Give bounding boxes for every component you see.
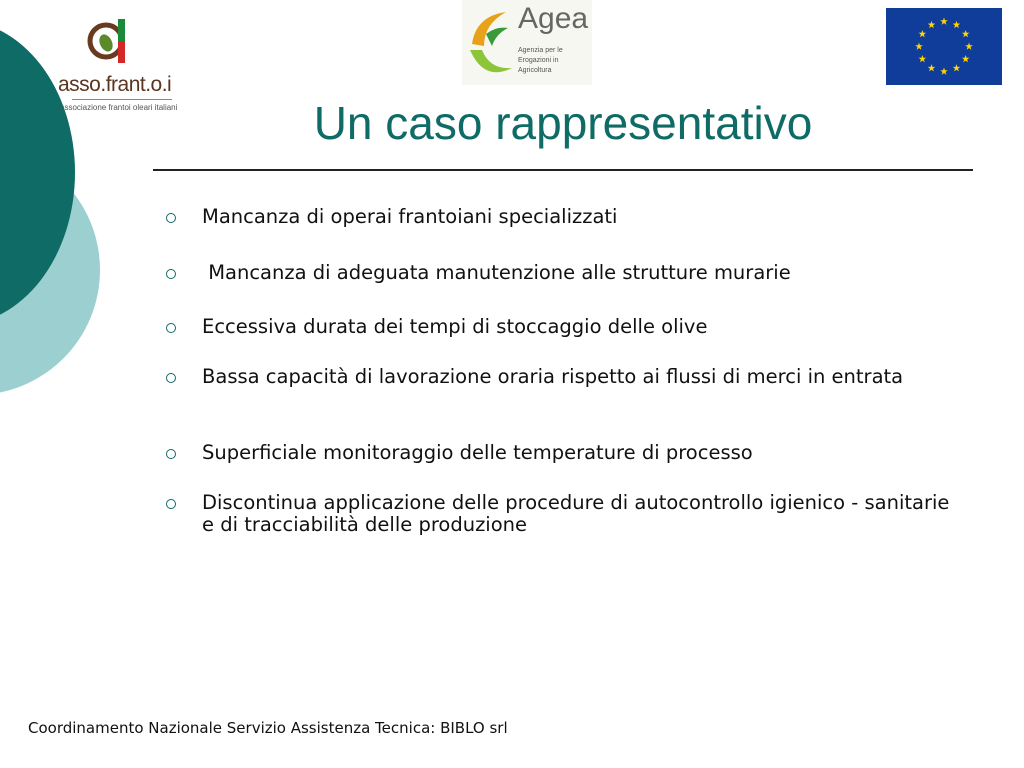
eu-star-icon xyxy=(953,64,961,71)
bullet-text: Mancanza di adeguata manutenzione alle strutture murarie xyxy=(202,261,791,284)
eu-star-icon xyxy=(940,18,948,25)
slide-title: Un caso rappresentativo xyxy=(313,97,813,149)
title-divider xyxy=(153,169,973,171)
eu-star-icon xyxy=(915,43,923,50)
bullet-text: Bassa capacità di lavorazione oraria rispetto ai flussi di merci in entrata xyxy=(202,365,904,388)
eu-star-icon xyxy=(940,68,948,75)
agea-logo xyxy=(462,0,592,85)
bullet-text: Discontinua applicazione delle procedure di autocontrollo igienico - sanitarie e di tracciabilità delle produzione xyxy=(202,491,950,536)
eu-star-icon xyxy=(962,55,970,62)
eu-star-icon xyxy=(962,30,970,37)
bullet-circle-icon xyxy=(166,323,176,333)
eu-star-icon xyxy=(919,55,927,62)
agea-name: Agea xyxy=(518,2,589,35)
olive-logo-icon xyxy=(84,17,134,67)
bullet-circle-icon xyxy=(166,449,176,459)
agea-swoosh-icon xyxy=(462,4,522,84)
eu-star-icon xyxy=(965,43,973,50)
bullet-text: Eccessiva durata dei tempi di stoccaggio delle olive xyxy=(202,315,708,338)
eu-star-icon xyxy=(953,21,961,28)
eu-star-icon xyxy=(928,21,936,28)
asso-subtitle: associazione frantoi oleari italiani xyxy=(60,103,178,112)
slide-footer: Coordinamento Nazionale Servizio Assistenza Tecnica: BIBLO srl xyxy=(28,719,508,737)
agea-tagline: Agenzia per le Erogazioni in Agricoltura xyxy=(518,47,563,74)
bullet-circle-icon xyxy=(166,213,176,223)
eu-star-icon xyxy=(928,64,936,71)
eu-flag-icon xyxy=(886,8,1002,85)
bullet-circle-icon xyxy=(166,499,176,509)
bullet-circle-icon xyxy=(166,373,176,383)
bullet-text: Superficiale monitoraggio delle temperature di processo xyxy=(202,441,753,464)
eu-star-icon xyxy=(919,30,927,37)
asso-brand-text: asso.frant.o.i xyxy=(58,73,172,96)
bullet-circle-icon xyxy=(166,269,176,279)
bullet-text: Mancanza di operai frantoiani specializzati xyxy=(202,205,618,228)
asso-brand-underline xyxy=(72,99,172,100)
